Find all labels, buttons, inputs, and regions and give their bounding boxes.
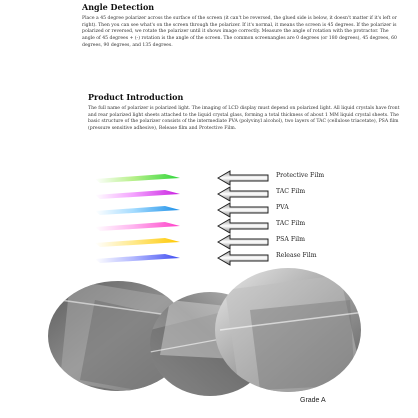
arrow-icon — [218, 171, 268, 185]
layer-sheet-release-film — [95, 254, 180, 263]
arrow-icon — [218, 251, 268, 265]
arrow-icon — [218, 187, 268, 201]
angle-detection-title: Angle Detection — [82, 2, 155, 12]
layer-label-protective-film: Protective Film — [276, 172, 325, 179]
product-introduction-text: The full name of polarizer is polarized light. The imaging of LCD display must depend on polarized light. All liquid crystals have front and rear polarized light sheets attached to the liquid crystal glass, forming a total thickness of about 1 MM liquid crystal sheets. The basic structure of the polarizer consists of the intermediate PVA (polyvinyl alcohol), two layers of TAC (cellulose triacetate), PSA film (pressure sensitive adhesive), Release film and Protective Film. — [88, 106, 400, 131]
angle-detection-text: Place a 45 degree polarizer across the surface of the screen (it can't be reversed, the glued side is below, it doesn't matter if it's left or right). Then you can see what's on the screen through the polarizer. If it's normal, it means the screen is 45 degrees. If the polarizer is polarized or reversed, we rotate the polarizer until it shows image correctly. Measure the angle of rotation with the protractor. The angle of 45 degrees + (-) rotation is the angle of the screen. The common screenangles are 0 degrees (or 180 degrees), 45 degrees, 60 degrees, 90 degrees, and 135 degrees. — [82, 16, 397, 48]
layer-label-tac-film-top: TAC Film — [276, 188, 306, 195]
layer-label-psa-film: PSA Film — [276, 236, 305, 243]
layer-sheet-tac-film-top — [95, 190, 180, 199]
layer-sheet-psa-film — [95, 238, 180, 247]
arrow-icon — [218, 203, 268, 217]
layer-sheet-pva — [95, 206, 180, 215]
layer-sheet-protective-film — [95, 174, 180, 183]
layer-sheet-tac-film-bottom — [95, 222, 180, 231]
grade-label: Grade A — [300, 397, 326, 404]
arrow-icon — [218, 235, 268, 249]
arrow-icon — [218, 219, 268, 233]
layer-label-release-film: Release Film — [276, 252, 317, 259]
layer-label-tac-film-bottom: TAC Film — [276, 220, 306, 227]
layer-label-pva: PVA — [276, 204, 289, 211]
product-introduction-title: Product Introduction — [88, 92, 184, 102]
